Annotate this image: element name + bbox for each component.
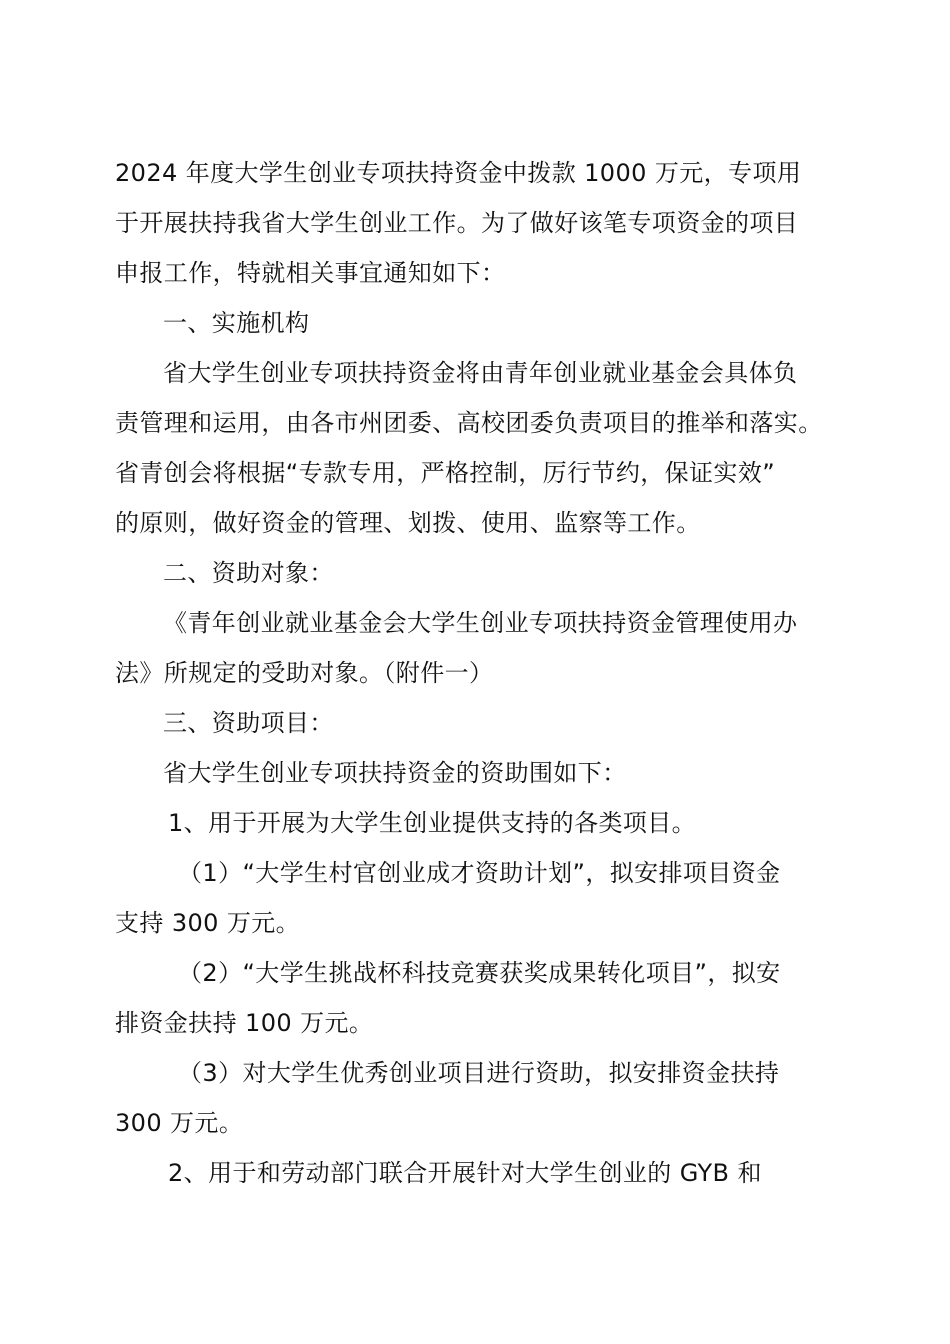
- paragraph-line: 支持 300 万元。: [115, 909, 301, 937]
- list-item: （3）对大学生优秀创业项目进行资助，拟安排资金扶持: [178, 1059, 780, 1087]
- section-heading: 一、实施机构: [163, 309, 310, 337]
- paragraph-line: 法》所规定的受助对象。（附件一）: [115, 659, 494, 687]
- paragraph-line: 申报工作，特就相关事宜通知如下：: [115, 259, 506, 287]
- paragraph-line: 300 万元。: [115, 1109, 244, 1137]
- paragraph-line: 于开展扶持我省大学生创业工作。为了做好该笔专项资金的项目: [115, 209, 799, 237]
- list-item: 1、用于开展为大学生创业提供支持的各类项目。: [168, 809, 697, 837]
- paragraph-line: 的原则，做好资金的管理、划拨、使用、监察等工作。: [115, 509, 701, 537]
- paragraph-line: 责管理和运用，由各市州团委、高校团委负责项目的推举和落实。: [115, 409, 823, 437]
- list-item: 2、用于和劳动部门联合开展针对大学生创业的 GYB 和: [168, 1159, 762, 1187]
- list-item: （2）“大学生挑战杯科技竞赛获奖成果转化项目”，拟安: [178, 959, 781, 987]
- paragraph-line: 省青创会将根据“专款专用，严格控制，厉行节约，保证实效”: [115, 459, 776, 487]
- paragraph-line: 2024 年度大学生创业专项扶持资金中拨款 1000 万元，专项用: [115, 159, 802, 187]
- paragraph-line: 排资金扶持 100 万元。: [115, 1009, 374, 1037]
- section-heading: 三、资助项目：: [163, 709, 334, 737]
- paragraph-line: 《青年创业就业基金会大学生创业专项扶持资金管理使用办: [163, 609, 798, 637]
- paragraph-line: 省大学生创业专项扶持资金将由青年创业就业基金会具体负: [163, 359, 798, 387]
- list-item: （1）“大学生村官创业成才资助计划”，拟安排项目资金: [178, 859, 781, 887]
- paragraph-line: 省大学生创业专项扶持资金的资助围如下：: [163, 759, 627, 787]
- section-heading: 二、资助对象：: [163, 559, 334, 587]
